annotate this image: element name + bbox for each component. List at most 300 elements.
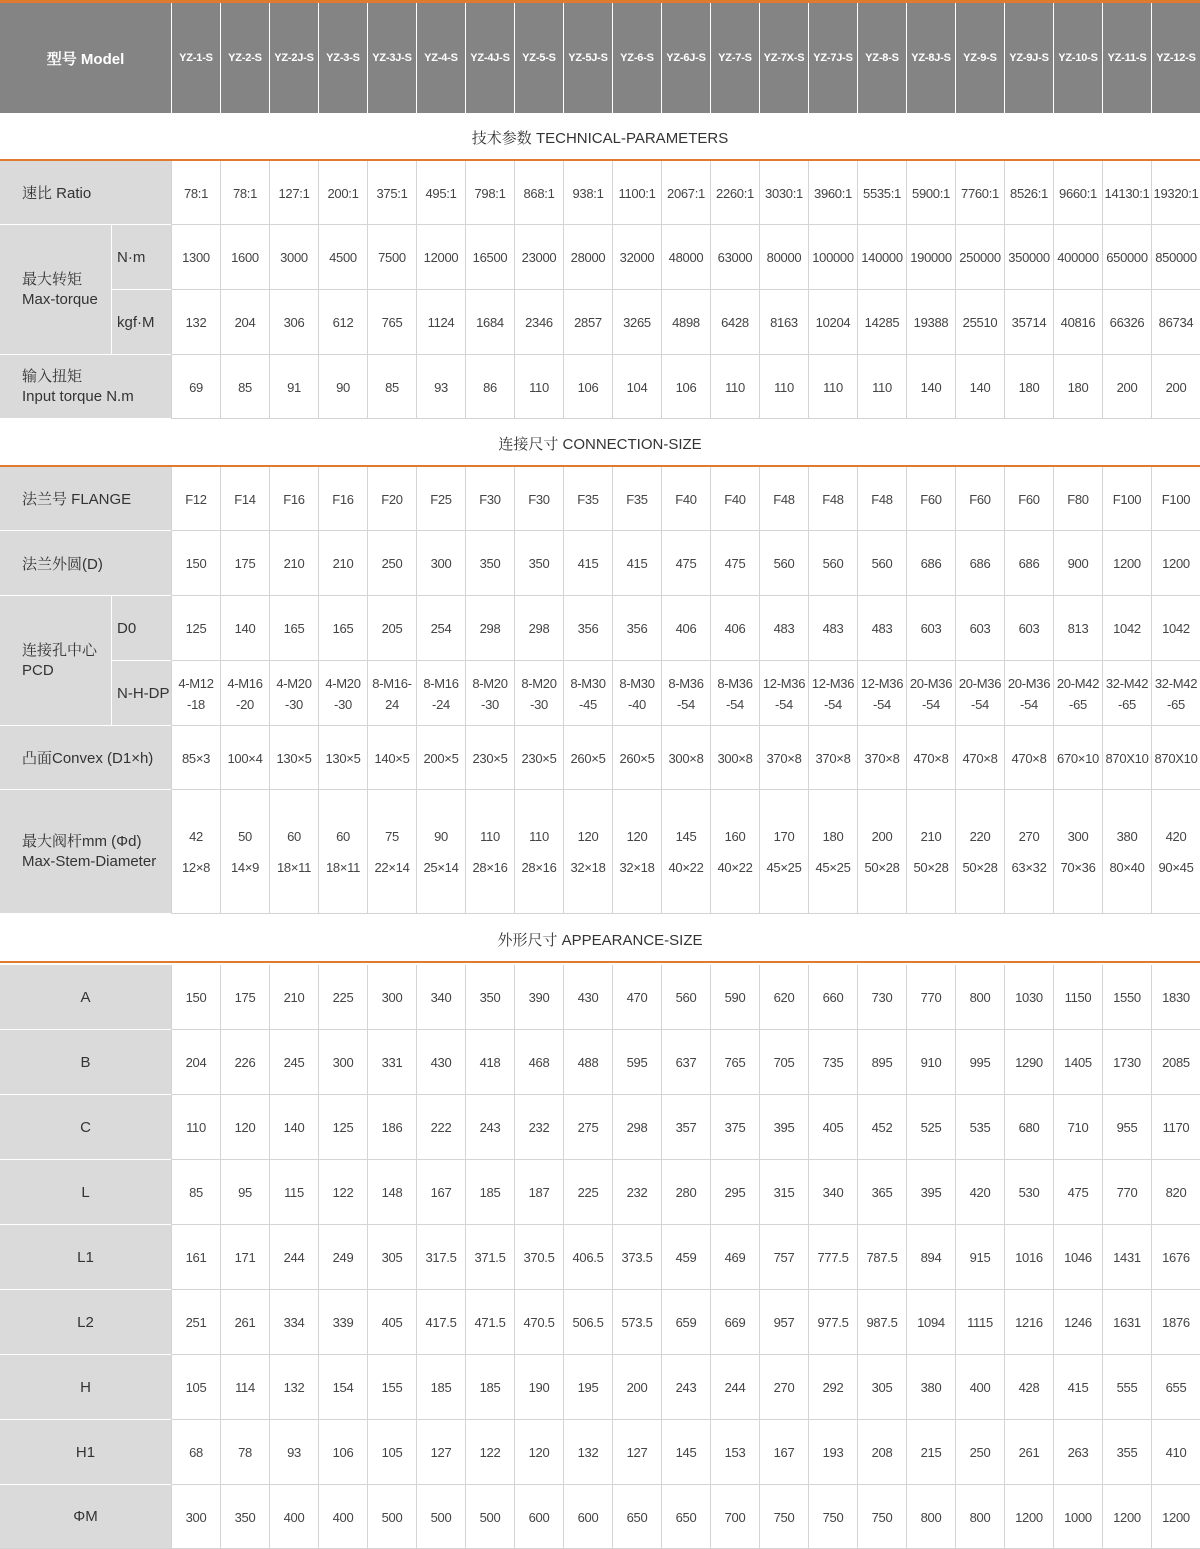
table-cell: 16500 [465,225,514,290]
table-cell: 1042 [1102,596,1151,661]
table-cell: 686 [1004,531,1053,596]
table-cell: 595 [612,1030,661,1095]
cell-line: 50 [238,829,252,844]
table-cell: 750 [759,1485,808,1549]
model-header-cell: YZ-7X-S [759,3,808,113]
table-cell: 8526:1 [1004,161,1053,225]
table-cell: 406 [661,596,710,661]
sub-label-kgf: kgf·M [111,290,171,355]
row-label-stem [0,790,171,914]
table-cell: 705 [759,1030,808,1095]
table-cell: 140 [906,355,955,419]
table-cell: 251 [171,1290,220,1355]
table-cell: 120 [220,1095,269,1160]
row-label-l: L [0,1160,171,1225]
cell-line: 12-M36 [762,675,806,691]
cell-line: 40×22 [717,860,753,875]
table-cell: 306 [269,290,318,355]
cell-line: 4-M20 [276,675,312,691]
table-cell: 400 [318,1485,367,1549]
table-cell [759,661,808,726]
table-cell: 710 [1053,1095,1102,1160]
table-cell: F35 [612,467,661,531]
table-cell [710,661,759,726]
cell-line: -54 [873,696,891,712]
model-header-cell: YZ-7-S [710,3,759,113]
table-cell: 1115 [955,1290,1004,1355]
table-cell: 2085 [1151,1030,1200,1095]
table-cell: 63000 [710,225,759,290]
table-cell: 93 [269,1420,318,1485]
table-cell: 870X10 [1102,726,1151,790]
table-cell: 1100:1 [612,161,661,225]
cell-line: 42 [189,829,203,844]
table-cell: 222 [416,1095,465,1160]
section-title-connection: 连接尺寸 CONNECTION-SIZE [498,436,702,453]
table-cell: 86 [465,355,514,419]
table-cell: 1405 [1053,1030,1102,1095]
cell-line: 18×11 [276,860,312,875]
table-cell: 339 [318,1290,367,1355]
table-cell: 5535:1 [857,161,906,225]
table-cell: 350 [465,965,514,1030]
table-cell: 500 [367,1485,416,1549]
table-cell: 25510 [955,290,1004,355]
table-cell: 114 [220,1355,269,1420]
table-cell [220,790,269,914]
table-cell: 300×8 [710,726,759,790]
table-cell: 573.5 [612,1290,661,1355]
table-cell: 670×10 [1053,726,1102,790]
table-cell: 85×3 [171,726,220,790]
model-header-cell: YZ-9J-S [1004,3,1053,113]
table-cell: 765 [367,290,416,355]
table-cell: 603 [1004,596,1053,661]
table-cell: 175 [220,531,269,596]
table-cell: 105 [367,1420,416,1485]
table-cell: 110 [808,355,857,419]
section-title-technical: 技术参数 TECHNICAL-PARAMETERS [471,130,729,147]
table-cell: 35714 [1004,290,1053,355]
table-cell: 130×5 [318,726,367,790]
table-cell: 280 [661,1160,710,1225]
cell-line: 50×28 [864,860,900,875]
table-cell: 600 [514,1485,563,1549]
table-cell: 95 [220,1160,269,1225]
table-cell: 185 [465,1355,514,1420]
table-cell: F35 [563,467,612,531]
table-cell: 225 [318,965,367,1030]
table-cell: 770 [1102,1160,1151,1225]
section-title-appearance: 外形尺寸 APPEARANCE-SIZE [497,932,703,949]
table-cell: 19320:1 [1151,161,1200,225]
table-cell: 894 [906,1225,955,1290]
table-cell: 106 [318,1420,367,1485]
table-cell: 195 [563,1355,612,1420]
table-cell: 590 [710,965,759,1030]
table-cell: 1200 [1004,1485,1053,1549]
table-cell: F25 [416,467,465,531]
table-cell: 125 [171,596,220,661]
table-cell: 470×8 [906,726,955,790]
table-cell [661,790,710,914]
table-cell: 500 [416,1485,465,1549]
table-cell [367,661,416,726]
cell-line: 8-M20 [521,675,557,691]
table-cell: 300 [318,1030,367,1095]
table-cell: 305 [857,1355,906,1420]
table-cell: F48 [759,467,808,531]
table-cell: 115 [269,1160,318,1225]
table-cell: 193 [808,1420,857,1485]
table-cell: 340 [808,1160,857,1225]
cell-line: 24 [385,696,399,712]
cell-line: -65 [1167,696,1185,712]
cell-line: -54 [1020,696,1038,712]
table-cell: 122 [465,1420,514,1485]
row-label-pm: ΦM [0,1485,171,1549]
table-cell: 3265 [612,290,661,355]
cell-line: 75 [385,829,399,844]
table-cell [1151,790,1200,914]
table-cell: 5900:1 [906,161,955,225]
table-cell: 260×5 [563,726,612,790]
cell-line: 90×45 [1158,860,1194,875]
table-header [0,0,1200,113]
table-cell: 90 [318,355,367,419]
table-cell: 470.5 [514,1290,563,1355]
table-cell: 977.5 [808,1290,857,1355]
cell-line: 380 [1116,829,1138,844]
table-cell: 370×8 [759,726,808,790]
table-cell: 185 [416,1355,465,1420]
table-cell: 32000 [612,225,661,290]
table-cell: 1631 [1102,1290,1151,1355]
table-cell: 356 [612,596,661,661]
model-header-cell: YZ-5J-S [563,3,612,113]
table-cell: 171 [220,1225,269,1290]
model-header-cell: YZ-9-S [955,3,1004,113]
table-cell: 3030:1 [759,161,808,225]
table-cell [416,661,465,726]
cell-line: -54 [824,696,842,712]
table-cell: 167 [759,1420,808,1485]
table-cell: 418 [465,1030,514,1095]
cell-line: 45×25 [815,860,851,875]
table-cell: 560 [661,965,710,1030]
table-cell: 350000 [1004,225,1053,290]
cell-line: 70×36 [1060,860,1096,875]
table-cell: 140 [955,355,1004,419]
table-cell: 650000 [1102,225,1151,290]
table-cell: 78 [220,1420,269,1485]
table-cell: 261 [1004,1420,1053,1485]
table-cell: 8163 [759,290,808,355]
cell-line: 8-M30 [619,675,655,691]
cell-line: 18×11 [325,860,361,875]
table-cell: F14 [220,467,269,531]
cell-line: 270 [1018,829,1040,844]
cell-line: 63×32 [1011,860,1047,875]
cell-line: 25×14 [423,860,459,875]
table-cell: 910 [906,1030,955,1095]
table-cell: 957 [759,1290,808,1355]
table-cell: F100 [1102,467,1151,531]
cell-line: 145 [675,829,697,844]
cell-line: 28×16 [472,860,508,875]
table-cell: 120 [514,1420,563,1485]
table-cell: 145 [661,1420,710,1485]
cell-line: 8-M20 [472,675,508,691]
table-cell: 506.5 [563,1290,612,1355]
table-cell [906,790,955,914]
table-cell: 500 [465,1485,514,1549]
table-cell: 603 [955,596,1004,661]
table-cell: 868:1 [514,161,563,225]
table-cell: 331 [367,1030,416,1095]
label-en: Max-torque [22,290,98,308]
table-cell: 495:1 [416,161,465,225]
table-cell: 395 [906,1160,955,1225]
table-cell: 370.5 [514,1225,563,1290]
table-cell: 200 [612,1355,661,1420]
model-header-cell: YZ-8J-S [906,3,955,113]
table-cell: 270 [759,1355,808,1420]
table-cell: 9660:1 [1053,161,1102,225]
table-cell: 295 [710,1160,759,1225]
table-cell: 390 [514,965,563,1030]
label-cn: 输入扭矩 [22,367,83,385]
table-cell: 1150 [1053,965,1102,1030]
cell-line: 4-M12 [178,675,214,691]
table-cell: 140 [220,596,269,661]
table-cell: 415 [612,531,661,596]
table-cell: 787.5 [857,1225,906,1290]
table-cell [1053,661,1102,726]
cell-line: -30 [285,696,303,712]
table-cell: 200:1 [318,161,367,225]
table-cell: 406 [710,596,759,661]
table-cell: 28000 [563,225,612,290]
table-cell: 110 [759,355,808,419]
cell-line: 4-M16 [227,675,263,691]
table-cell: 400 [955,1355,1004,1420]
table-cell: 483 [759,596,808,661]
table-cell: 669 [710,1290,759,1355]
table-cell: 955 [1102,1095,1151,1160]
cell-line: -24 [432,696,450,712]
table-cell: 900 [1053,531,1102,596]
table-cell: 210 [318,531,367,596]
model-header-cell: YZ-3J-S [367,3,416,113]
table-cell: 555 [1102,1355,1151,1420]
model-header-cell: YZ-6-S [612,3,661,113]
table-cell: 340 [416,965,465,1030]
table-cell: 298 [465,596,514,661]
table-cell: 180 [1053,355,1102,419]
table-cell: 350 [465,531,514,596]
cell-line: 180 [822,829,844,844]
table-cell: 637 [661,1030,710,1095]
table-cell: 1876 [1151,1290,1200,1355]
table-cell: 14285 [857,290,906,355]
table-cell: 200 [1151,355,1200,419]
table-cell [808,790,857,914]
table-cell: 428 [1004,1355,1053,1420]
table-cell: 371.5 [465,1225,514,1290]
table-cell: 161 [171,1225,220,1290]
table-cell: 187 [514,1160,563,1225]
table-cell: 132 [563,1420,612,1485]
model-header-cell: YZ-10-S [1053,3,1102,113]
table-cell: 85 [367,355,416,419]
table-cell [416,790,465,914]
table-cell: 471.5 [465,1290,514,1355]
table-cell: 2067:1 [661,161,710,225]
cell-line: 60 [336,829,350,844]
table-cell [269,661,318,726]
table-cell: 100000 [808,225,857,290]
table-cell: F16 [318,467,367,531]
table-cell: 100×4 [220,726,269,790]
cell-line: 20-M36 [1007,675,1051,691]
sub-label-d0: D0 [111,596,171,661]
cell-line: -40 [628,696,646,712]
row-label-convex: 凸面Convex (D1×h) [0,726,171,790]
table-cell: 535 [955,1095,1004,1160]
table-cell: 175 [220,965,269,1030]
model-header-cell: YZ-3-S [318,3,367,113]
model-header-label: 型号 Model [46,50,125,68]
table-cell [1053,790,1102,914]
table-cell: 1246 [1053,1290,1102,1355]
table-cell: 680 [1004,1095,1053,1160]
table-cell: F30 [514,467,563,531]
table-cell: 66326 [1102,290,1151,355]
table-cell: 452 [857,1095,906,1160]
cell-line: 80×40 [1109,860,1145,875]
table-cell [465,790,514,914]
table-cell: 470×8 [1004,726,1053,790]
table-cell: 86734 [1151,290,1200,355]
table-cell: F60 [1004,467,1053,531]
table-cell: 93 [416,355,465,419]
table-cell: 80000 [759,225,808,290]
table-cell: F48 [808,467,857,531]
table-cell: 620 [759,965,808,1030]
table-cell: 420 [955,1160,1004,1225]
table-cell: F20 [367,467,416,531]
table-cell [612,790,661,914]
table-cell: 200×5 [416,726,465,790]
table-cell [1004,661,1053,726]
cell-line: 40×22 [668,860,704,875]
table-cell: 190 [514,1355,563,1420]
table-cell: 686 [955,531,1004,596]
table-cell: 483 [808,596,857,661]
table-cell: 132 [171,290,220,355]
row-label-ratio: 速比 Ratio [0,161,171,225]
table-cell [955,790,1004,914]
table-cell: 127 [612,1420,661,1485]
table-cell: 1200 [1102,1485,1151,1549]
table-cell: 300 [416,531,465,596]
table-cell: 1200 [1151,1485,1200,1549]
table-cell: 375:1 [367,161,416,225]
table-cell: 380 [906,1355,955,1420]
table-cell [220,661,269,726]
table-cell: 735 [808,1030,857,1095]
table-cell: 915 [955,1225,1004,1290]
cell-line: 50×28 [962,860,998,875]
table-cell: 1600 [220,225,269,290]
table-cell: 1830 [1151,965,1200,1030]
row-divider [171,913,1200,914]
table-cell: 305 [367,1225,416,1290]
table-cell: 3960:1 [808,161,857,225]
table-cell: 106 [563,355,612,419]
table-cell: 370×8 [857,726,906,790]
table-cell: 165 [318,596,367,661]
table-cell [1151,661,1200,726]
table-cell: 14130:1 [1102,161,1151,225]
table-cell: 468 [514,1030,563,1095]
table-cell: 85 [220,355,269,419]
table-cell: 700 [710,1485,759,1549]
table-cell: 132 [269,1355,318,1420]
table-cell: 405 [808,1095,857,1160]
table-cell: 475 [1053,1160,1102,1225]
table-cell: 370×8 [808,726,857,790]
table-cell: 263 [1053,1420,1102,1485]
table-cell: F60 [906,467,955,531]
table-cell [514,661,563,726]
cell-line: -65 [1118,696,1136,712]
row-label-h1: H1 [0,1420,171,1485]
cell-line: 32-M42 [1105,675,1149,691]
table-cell: 1030 [1004,965,1053,1030]
table-cell: 650 [612,1485,661,1549]
table-cell: 757 [759,1225,808,1290]
cell-line: 12-M36 [811,675,855,691]
label-en: Input torque N.m [22,387,134,405]
table-cell [808,661,857,726]
cell-line: 20-M36 [958,675,1002,691]
table-cell: 4898 [661,290,710,355]
table-cell: 244 [269,1225,318,1290]
cell-line: 420 [1165,829,1187,844]
cell-line: 170 [773,829,795,844]
cell-line: 20-M36 [909,675,953,691]
label-en: PCD [22,661,54,679]
table-cell [955,661,1004,726]
cell-line: -54 [775,696,793,712]
table-cell: 261 [220,1290,269,1355]
cell-line: 8-M16 [423,675,459,691]
cell-line: 90 [434,829,448,844]
table-cell: 357 [661,1095,710,1160]
cell-line: -54 [971,696,989,712]
table-cell: 365 [857,1160,906,1225]
table-cell: 350 [220,1485,269,1549]
model-header-cell: YZ-12-S [1151,3,1200,113]
cell-line: 110 [529,829,549,844]
row-label-input_torque [0,355,171,419]
table-cell: 1730 [1102,1030,1151,1095]
table-cell [759,790,808,914]
table-cell: 4500 [318,225,367,290]
table-cell: F48 [857,467,906,531]
